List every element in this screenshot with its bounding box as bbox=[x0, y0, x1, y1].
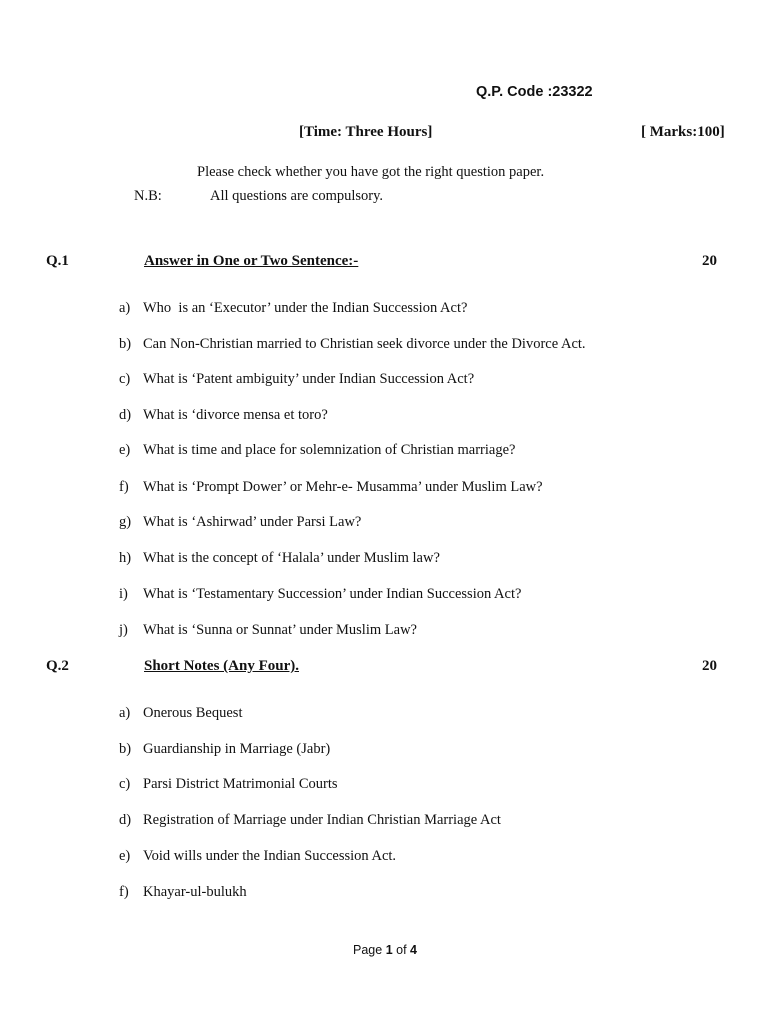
item-letter: d) bbox=[119, 812, 132, 828]
item-letter: g) bbox=[119, 514, 132, 530]
item-text: Khayar-ul-bulukh bbox=[143, 884, 247, 900]
list-item bbox=[0, 407, 768, 427]
list-item bbox=[0, 776, 768, 796]
list-item bbox=[0, 300, 768, 320]
list-item bbox=[0, 550, 768, 570]
item-text: Onerous Bequest bbox=[143, 705, 243, 721]
item-letter: f) bbox=[119, 884, 129, 900]
item-letter: f) bbox=[119, 479, 129, 495]
item-text: What is ‘Testamentary Succession’ under Indian Succession Act? bbox=[143, 586, 522, 602]
q1-marks: 20 bbox=[702, 253, 717, 269]
item-text: Parsi District Matrimonial Courts bbox=[143, 776, 338, 792]
qp-code: Q.P. Code :23322 bbox=[476, 84, 593, 100]
item-letter: i) bbox=[119, 586, 128, 602]
exam-marks: [ Marks:100] bbox=[641, 124, 725, 140]
item-text: What is time and place for solemnization of Christian marriage? bbox=[143, 442, 516, 458]
list-item bbox=[0, 812, 768, 832]
item-text: What is ‘Sunna or Sunnat’ under Muslim Law? bbox=[143, 622, 417, 638]
list-item bbox=[0, 741, 768, 761]
list-item bbox=[0, 336, 768, 356]
exam-time: [Time: Three Hours] bbox=[299, 124, 433, 140]
list-item bbox=[0, 848, 768, 868]
nb-label: N.B: bbox=[134, 188, 162, 204]
list-item bbox=[0, 705, 768, 725]
item-letter: b) bbox=[119, 741, 132, 757]
page-number: 1 bbox=[385, 943, 393, 957]
item-text: What is ‘Ashirwad’ under Parsi Law? bbox=[143, 514, 362, 530]
list-item bbox=[0, 479, 768, 499]
item-letter: d) bbox=[119, 407, 132, 423]
item-text: Registration of Marriage under Indian Christian Marriage Act bbox=[143, 812, 501, 828]
item-letter: a) bbox=[119, 300, 131, 316]
page-word: Page bbox=[353, 943, 383, 957]
item-text: What is the concept of ‘Halala’ under Muslim law? bbox=[143, 550, 440, 566]
item-letter: a) bbox=[119, 705, 131, 721]
item-letter: c) bbox=[119, 371, 131, 387]
of-word: of bbox=[396, 943, 407, 957]
q1-number: Q.1 bbox=[46, 253, 69, 269]
q2-heading: Short Notes (Any Four). bbox=[144, 658, 299, 674]
item-text: What is ‘divorce mensa et toro? bbox=[143, 407, 328, 423]
list-item bbox=[0, 514, 768, 534]
list-item bbox=[0, 442, 768, 462]
item-letter: h) bbox=[119, 550, 132, 566]
page-footer bbox=[353, 943, 417, 957]
q1-heading: Answer in One or Two Sentence:- bbox=[144, 253, 359, 269]
item-text: Can Non-Christian married to Christian seek divorce under the Divorce Act. bbox=[143, 336, 586, 352]
list-item bbox=[0, 586, 768, 606]
q2-number: Q.2 bbox=[46, 658, 69, 674]
item-letter: e) bbox=[119, 848, 131, 864]
item-text: What is ‘Prompt Dower’ or Mehr-e- Musamma’ under Muslim Law? bbox=[143, 479, 543, 495]
item-letter: e) bbox=[119, 442, 131, 458]
list-item bbox=[0, 371, 768, 391]
item-letter: j) bbox=[119, 622, 128, 638]
item-text: Who is an ‘Executor’ under the Indian Succession Act? bbox=[143, 300, 468, 316]
item-letter: c) bbox=[119, 776, 131, 792]
page-total: 4 bbox=[410, 943, 417, 957]
item-text: Void wills under the Indian Succession Act. bbox=[143, 848, 397, 864]
nb-text: All questions are compulsory. bbox=[210, 188, 384, 204]
instruction-text: Please check whether you have got the right question paper. bbox=[197, 164, 545, 180]
item-text: What is ‘Patent ambiguity’ under Indian Succession Act? bbox=[143, 371, 475, 387]
list-item bbox=[0, 622, 768, 642]
list-item bbox=[0, 884, 768, 904]
q2-marks: 20 bbox=[702, 658, 717, 674]
item-letter: b) bbox=[119, 336, 132, 352]
item-text: Guardianship in Marriage (Jabr) bbox=[143, 741, 331, 757]
